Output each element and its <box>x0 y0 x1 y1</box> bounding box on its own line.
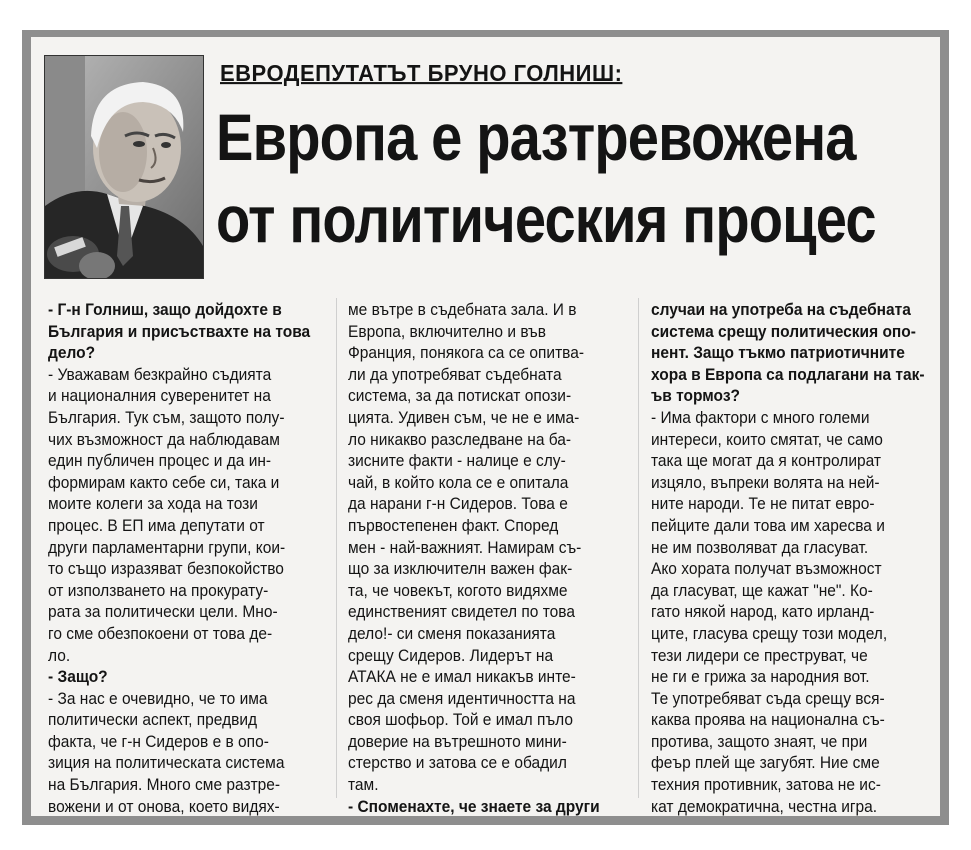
answer-line: - Уважавам безкрайно съдията <box>48 365 272 384</box>
column-divider <box>638 298 639 798</box>
question-line: нент. Защо тъкмо патриотичните <box>651 344 905 363</box>
answer-line: каква проява на национална съ- <box>651 711 885 730</box>
answer-line: протива, защото знаят, че при <box>651 732 868 751</box>
answer-line: зиция на политическата система <box>48 754 285 773</box>
question-line: България и присъствахте на това <box>48 322 311 341</box>
question-line: ъв тормоз? <box>651 387 741 406</box>
headline <box>216 96 876 260</box>
answer-line: чай, в който кола се е опитала <box>348 473 569 492</box>
portrait-photo <box>44 55 204 279</box>
portrait-illustration <box>45 56 203 278</box>
answer-line: единственият свидетел по това <box>348 603 575 622</box>
answer-line: така ще могат да я контролират <box>651 452 882 471</box>
answer-line: рес да сменя идентичността на <box>348 689 576 708</box>
answer-line: изцяло, въпреки волята на ней- <box>651 473 880 492</box>
answer-line: ните народи. Те не питат евро- <box>651 495 875 514</box>
answer-line: от използването на прокурату- <box>48 581 269 600</box>
answer-line: ли да употребяват съдебната <box>348 365 562 384</box>
column-divider <box>336 298 337 798</box>
answer-line: го сме обезпокоени от това де- <box>48 624 273 643</box>
text-column-1 <box>48 300 310 818</box>
question-line: дело? <box>48 344 96 363</box>
answer-line: България. Тук съм, защото полу- <box>48 408 285 427</box>
answer-line: там. <box>348 776 379 795</box>
answer-line: АТАКА не е имал никакъв инте- <box>348 668 576 687</box>
answer-line: да нарани г-н Сидеров. Това е <box>348 495 568 514</box>
answer-line: - Има фактори с много големи <box>651 408 870 427</box>
answer-line: цията. Удивен съм, че не е има- <box>348 408 580 427</box>
answer-line: ме вътре в съдебната зала. И в <box>348 301 577 319</box>
answer-line: Ако хората получат възможност <box>651 560 882 579</box>
answer-line: феър плей ще загубят. Ние сме <box>651 754 880 773</box>
answer-line: ло никакво разследване на ба- <box>348 430 572 449</box>
answer-line: своя шофьор. Той е имал пъло <box>348 711 573 730</box>
question-line: - Защо? <box>48 668 108 687</box>
answer-line: мен - най-важният. Намирам съ- <box>348 538 582 557</box>
answer-line: Европа, включително и във <box>348 322 546 341</box>
question-line: хора в Европа са подлагани на так- <box>651 365 925 384</box>
answer-line: да гласуват, ще кажат "не". Ко- <box>651 581 873 600</box>
answer-line: първостепенен факт. Според <box>348 516 559 535</box>
answer-line: то също изразяват безпокойство <box>48 560 284 579</box>
answer-line: Те употребяват съда срещу вся- <box>651 689 885 708</box>
question-line: система срещу политическия опо- <box>651 322 916 341</box>
text-column-3 <box>651 300 925 818</box>
headline-line: Европа е разтревожена <box>216 100 856 174</box>
answer-line: факта, че г-н Сидеров е в опо- <box>48 732 269 751</box>
answer-line: та, че човекът, когото видяхме <box>348 581 568 600</box>
answer-line: зисните факти - налице е слу- <box>348 452 566 471</box>
question-line: - Г-н Голниш, защо дойдохте в <box>48 301 282 319</box>
answer-line: чих възможност да наблюдавам <box>48 430 280 449</box>
answer-line: система, за да потискат опози- <box>348 387 572 406</box>
answer-line: вожени и от онова, което видях- <box>48 797 280 816</box>
answer-line: политически аспект, предвид <box>48 711 258 730</box>
answer-line: доверие на вътрешното мини- <box>348 732 567 751</box>
question-line: - Споменахте, че знаете за други <box>348 797 600 816</box>
headline-line: от политическия процес <box>216 182 876 256</box>
answer-line: кат демократична, честна игра. <box>651 797 878 816</box>
answer-line: ците, гласува срещу този модел, <box>651 624 888 643</box>
answer-line: един публичен процес и да ин- <box>48 452 272 471</box>
answer-line: моите колеги за хода на този <box>48 495 258 514</box>
answer-line: ло. <box>48 646 71 665</box>
answer-line: не ги е грижа за народния вот. <box>651 668 870 687</box>
answer-line: не им позволяват да гласуват. <box>651 538 869 557</box>
answer-line: Франция, понякога са се опитва- <box>348 344 585 363</box>
text-column-2 <box>348 300 600 818</box>
question-line: случаи на употреба на съдебната <box>651 301 911 319</box>
answer-line: гато някой народ, като ирланд- <box>651 603 875 622</box>
kicker-title: ЕВРОДЕПУТАТЪТ БРУНО ГОЛНИШ: <box>220 60 623 87</box>
answer-line: и националния суверенитет на <box>48 387 271 406</box>
answer-line: - За нас е очевидно, че то има <box>48 689 268 708</box>
answer-line: тези лидери се преструват, че <box>651 646 868 665</box>
answer-line: на България. Много сме разтре- <box>48 776 281 795</box>
answer-line: стерство и затова се е обадил <box>348 754 567 773</box>
answer-line: други парламентарни групи, кои- <box>48 538 286 557</box>
answer-line: рата за политически цели. Мно- <box>48 603 278 622</box>
answer-line: пейците дали това им харесва и <box>651 516 885 535</box>
answer-line: що за изключителн важен фак- <box>348 560 573 579</box>
answer-line: интереси, които смятат, че само <box>651 430 883 449</box>
answer-line: процес. В ЕП има депутати от <box>48 516 265 535</box>
answer-line: срещу Сидеров. Лидерът на <box>348 646 554 665</box>
answer-line: техния противник, затова не ис- <box>651 776 881 795</box>
answer-line: формирам както себе си, така и <box>48 473 280 492</box>
answer-line: дело!- си сменя показанията <box>348 624 556 643</box>
